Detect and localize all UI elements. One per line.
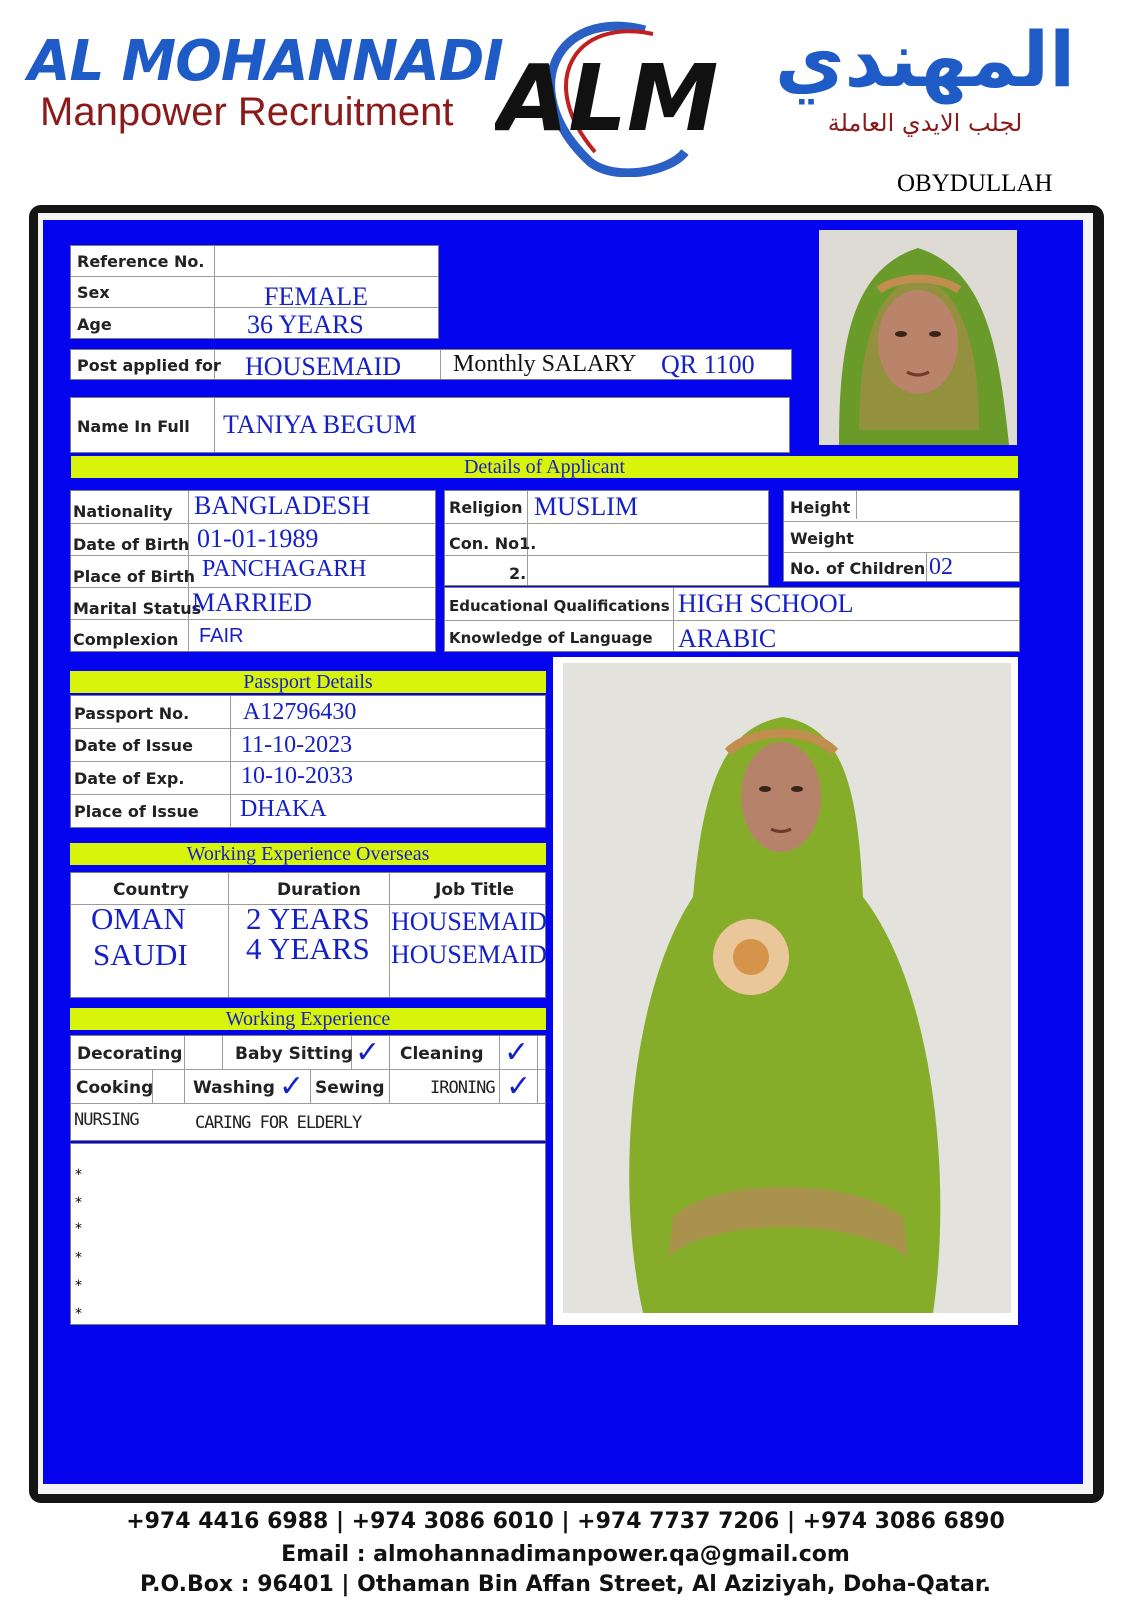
brand-block-arabic — [735, 14, 1115, 138]
children-label: No. of Children — [790, 559, 926, 578]
post-value: HOUSEMAID — [245, 352, 401, 381]
issue-date-value: 11-10-2023 — [241, 732, 353, 758]
sex-row — [71, 277, 438, 311]
skill-washing: Washing — [193, 1078, 275, 1098]
overseas-duration-1: 2 YEARS — [246, 901, 370, 936]
dob-value: 01-01-1989 — [197, 524, 319, 553]
expiry-date-value: 10-10-2033 — [241, 763, 353, 789]
overseas-country-1: OMAN — [91, 901, 186, 936]
children-value: 02 — [929, 554, 953, 580]
nationality-value: BANGLADESH — [194, 491, 371, 520]
brand-tagline-arabic: لجلب الايدي العاملة — [827, 109, 1023, 137]
issue-place-label: Place of Issue — [74, 802, 199, 821]
reference-row — [71, 246, 438, 277]
weight-label: Weight — [790, 529, 854, 548]
skill-caring-elderly: CARING FOR ELDERLY — [195, 1113, 362, 1133]
personal-details-box — [70, 490, 436, 652]
issue-place-value: DHAKA — [240, 796, 327, 822]
name-label: Name In Full — [77, 417, 190, 436]
contact1-label: Con. No1. — [449, 534, 537, 553]
notes-box — [70, 1143, 546, 1325]
salary-label: Monthly SALARY — [453, 351, 637, 377]
details-title: Details of Applicant — [71, 456, 1018, 478]
skill-ironing: IRONING — [430, 1078, 495, 1098]
overseas-country-2: SAUDI — [93, 937, 188, 972]
basic-info-box — [70, 245, 439, 339]
complexion-value: FAIR — [199, 625, 244, 647]
check-washing-icon: ✓ — [279, 1069, 305, 1104]
brand-name: AL MOHANNADI — [28, 29, 503, 94]
religion-box — [444, 490, 769, 586]
overseas-job-1: HOUSEMAID — [391, 907, 547, 936]
overseas-table — [70, 872, 546, 998]
religion-value: MUSLIM — [534, 492, 639, 521]
check-baby-sitting-icon: ✓ — [355, 1035, 381, 1070]
dob-label: Date of Birth — [73, 535, 190, 554]
skill-cooking: Cooking — [76, 1078, 154, 1098]
overseas-duration-2: 4 YEARS — [246, 931, 370, 966]
passport-box — [70, 695, 546, 828]
passport-title: Passport Details — [70, 671, 546, 693]
skills-title: Working Experience — [70, 1008, 546, 1030]
skill-sewing: Sewing — [315, 1078, 385, 1098]
age-label: Age — [77, 315, 112, 334]
age-value: 36 YEARS — [247, 310, 364, 339]
issue-date-label: Date of Issue — [74, 736, 193, 755]
name-box — [70, 397, 790, 453]
pob-value: PANCHAGARH — [202, 556, 367, 582]
cv-panel — [43, 220, 1083, 1484]
expiry-date-label: Date of Exp. — [74, 769, 185, 788]
reference-label: Reference No. — [77, 252, 205, 271]
overseas-title: Working Experience Overseas — [70, 843, 546, 865]
note-bullet: * — [75, 1167, 82, 1183]
note-bullet: * — [75, 1221, 82, 1237]
contact2-label: 2. — [509, 564, 527, 583]
education-label: Educational Qualifications — [449, 597, 670, 615]
brand-block — [28, 29, 512, 134]
religion-label: Religion — [449, 498, 523, 517]
skill-baby-sitting: Baby Sitting — [235, 1044, 354, 1064]
sex-label: Sex — [77, 283, 110, 302]
alm-logo — [495, 12, 725, 177]
nationality-label: Nationality — [73, 502, 173, 521]
check-cleaning-icon: ✓ — [504, 1035, 530, 1070]
passport-number-label: Passport No. — [74, 704, 190, 723]
sex-value: FEMALE — [264, 282, 368, 311]
applicant-portrait-photo — [819, 230, 1017, 445]
post-box — [70, 349, 792, 380]
education-value: HIGH SCHOOL — [678, 589, 854, 618]
agent-name: OBYDULLAH — [897, 170, 1053, 197]
footer-address: P.O.Box : 96401 | Othaman Bin Affan Street, Al Aziziyah, Doha-Qatar. — [140, 1572, 991, 1597]
language-label: Knowledge of Language — [449, 629, 653, 647]
table-row — [71, 901, 547, 972]
footer-email: Email : almohannadimanpower.qa@gmail.com — [281, 1542, 850, 1567]
applicant-full-photo — [553, 657, 1018, 1325]
cv-frame — [29, 205, 1104, 1503]
passport-number-value: A12796430 — [243, 699, 357, 725]
pob-label: Place of Birth — [73, 567, 196, 586]
footer-phones: +974 4416 6988 | +974 3086 6010 | +974 7737 7206 | +974 3086 6890 — [126, 1509, 1005, 1534]
age-row — [71, 308, 438, 339]
note-bullet: * — [75, 1195, 82, 1211]
overseas-header-country: Country — [113, 880, 189, 900]
skill-cleaning: Cleaning — [400, 1044, 484, 1064]
brand-name-arabic: المهندي — [774, 15, 1076, 104]
marital-label: Marital Status — [73, 599, 202, 618]
note-bullet: * — [75, 1278, 82, 1294]
education-box — [444, 587, 1020, 652]
name-value: TANIYA BEGUM — [223, 410, 417, 439]
overseas-header-duration: Duration — [277, 880, 361, 900]
language-value: ARABIC — [678, 624, 777, 653]
note-bullet: * — [75, 1250, 82, 1266]
logo-letters: ALM — [497, 45, 719, 152]
physical-box — [783, 490, 1020, 582]
skill-decorating: Decorating — [77, 1044, 183, 1064]
skill-nursing: NURSING — [74, 1110, 139, 1130]
brand-tagline: Manpower Recruitment — [40, 90, 454, 134]
height-label: Height — [790, 498, 851, 517]
overseas-header-job: Job Title — [435, 880, 514, 900]
complexion-label: Complexion — [73, 630, 179, 649]
marital-value: MARRIED — [192, 588, 312, 617]
salary-value: QR 1100 — [661, 350, 755, 379]
note-bullet: * — [75, 1306, 82, 1322]
overseas-job-2: HOUSEMAID — [391, 940, 547, 969]
post-label: Post applied for — [77, 356, 221, 375]
skills-table — [70, 1035, 546, 1141]
check-ironing-icon: ✓ — [506, 1069, 532, 1104]
